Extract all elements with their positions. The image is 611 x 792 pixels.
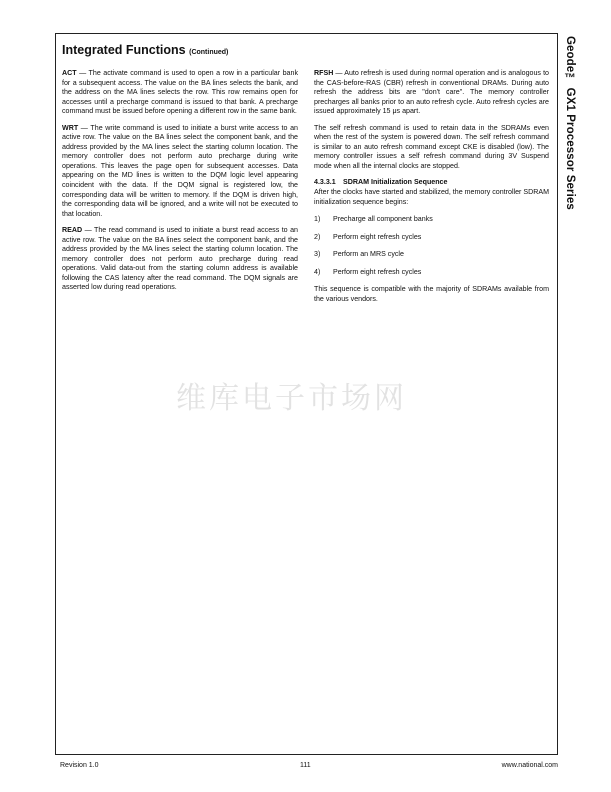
list-item [314, 215, 549, 225]
list-item [314, 250, 549, 260]
list-item [314, 268, 549, 278]
watermark: 维库电子市场网 [176, 381, 407, 416]
act-term: ACT [62, 69, 77, 77]
subsection-title: SDRAM Initialization Sequence [343, 178, 448, 187]
list-text: Perform an MRS cycle [333, 250, 404, 259]
list-text: Perform eight refresh cycles [333, 267, 422, 276]
list-number: 2) [314, 232, 321, 241]
list-number: 4) [314, 267, 321, 276]
subsection-number: 4.3.3.1 [314, 178, 336, 187]
list-number: 3) [314, 250, 321, 259]
wrt-term: WRT [62, 123, 79, 132]
read-text: — The read command is used to initiate a burst read access to an active row. The value on the BA lines select the component bank, and the address provided by the MA lines select the starting column location. The memory controller does not perform auto precharge during read operations. Valid data-out from the starting column address is available following the CAS latency after the read command. The DQM signals are asserted low during read operations. [62, 226, 298, 292]
section-title: Integrated Functions [62, 43, 186, 57]
read-paragraph [62, 226, 298, 293]
wrt-paragraph [62, 124, 298, 219]
subsection-heading [314, 178, 549, 188]
read-term: READ [62, 226, 83, 235]
sidebar-product-title: Geode™ GX1 Processor Series [564, 36, 576, 210]
footer-page-number: 111 [300, 762, 311, 769]
rfsh-text: — Auto refresh is used during normal operation and is analogous to the CAS-before-RAS (CBR) refresh in conventional DRAMs. During auto refresh the address bits are "don't care". The memory controller precharges all banks prior to an auto refresh cycle. Auto refresh cycles are issued approximately 15 μs apart. [314, 69, 549, 116]
subsection-intro: After the clocks have started and stabilized, the memory controller SDRAM initialization sequence begins: [314, 188, 549, 206]
list-number: 1) [314, 215, 321, 224]
footer-website: www.national.com [501, 762, 558, 769]
closing-paragraph: This sequence is compatible with the majority of SDRAMs available from the various vendors. [314, 285, 549, 303]
rfsh-term: RFSH [314, 69, 334, 77]
list-item [314, 233, 549, 243]
wrt-text: — The write command is used to initiate a burst write access to an active row. The value on the BA lines select the component bank, and the address provided by the MA lines select the starting column location. The memory controller does not perform auto precharge during write operations. This leaves the page open for subsequent accesses. Data appearing on the MD lines is written to the DQM logic level appearing coincident with the data. If the DQM signal is registered low, the corresponding data will be written to memory. If the DQM is driven high, the corresponding data will be ignored, and a write will not be executed to that location. [62, 123, 298, 218]
right-column [314, 69, 549, 311]
continued-label: (Continued) [189, 49, 229, 56]
act-text: — The activate command is used to open a row in a particular bank for a subsequent access. The value on the BA lines selects the bank, and the address on the MA lines selects the row. This row remains open for accesses until a precharge command is issued to that bank. A precharge command must be issued before opening a different row in the same bank. [62, 69, 298, 116]
act-paragraph [62, 69, 298, 117]
left-column [62, 69, 298, 300]
list-text: Precharge all component banks [333, 215, 433, 224]
section-header [62, 43, 228, 57]
self-refresh-paragraph: The self refresh command is used to retain data in the SDRAMs even when the rest of the system is powered down. The self refresh command is similar to an auto refresh command except CKE is disabled (low). The memory controller issues a self refresh command during 3V Suspend mode when all the internal clocks are stopped. [314, 123, 549, 170]
footer-revision: Revision 1.0 [60, 762, 99, 769]
rfsh-paragraph [314, 69, 549, 117]
list-text: Perform eight refresh cycles [333, 232, 422, 241]
